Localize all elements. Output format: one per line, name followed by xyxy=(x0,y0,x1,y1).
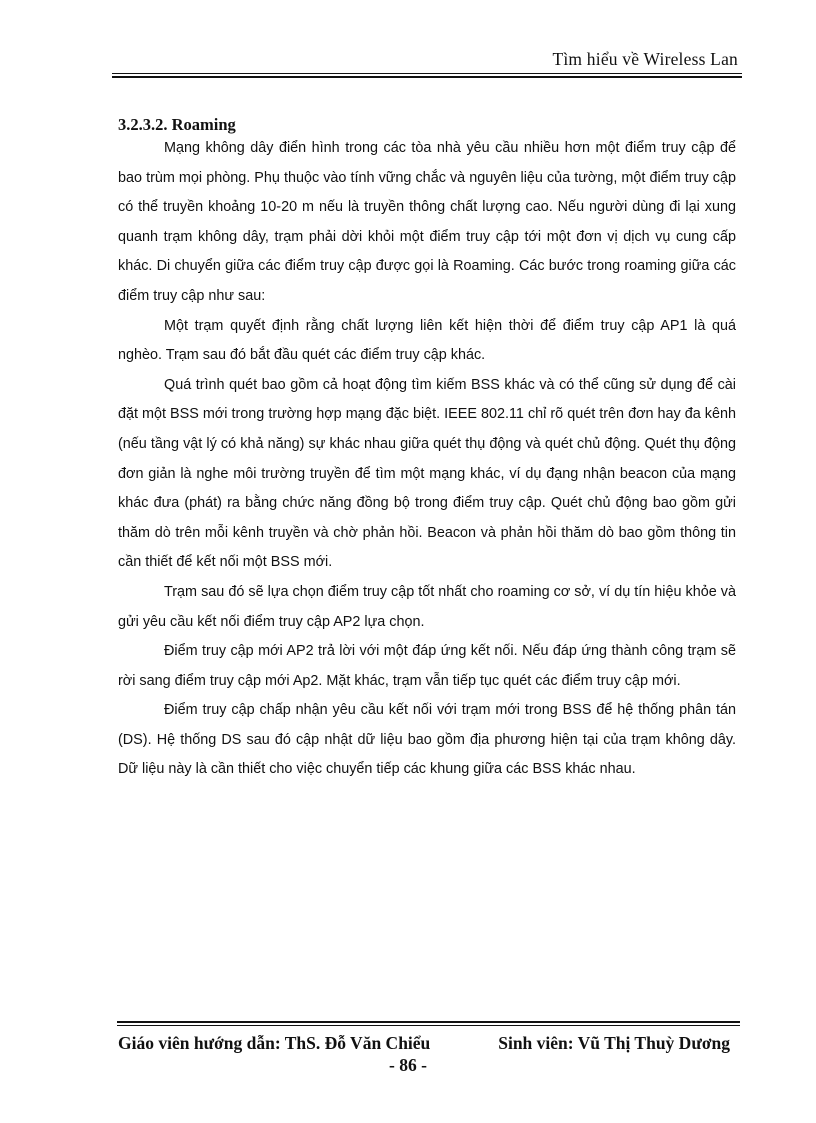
footer-rule-thin xyxy=(117,1025,740,1026)
paragraph-step-decide: Một trạm quyết định rằng chất lượng liên kết hiện thời để điểm truy cập AP1 là quá nghèo. Trạm sau đó bắt đầu quét các điểm truy cập khác. xyxy=(118,317,736,364)
footer-student: Sinh viên: Vũ Thị Thuỳ Dương xyxy=(498,1033,730,1053)
section-heading: 3.2.3.2. Roaming xyxy=(118,115,236,134)
page-number: - 86 - xyxy=(389,1055,427,1075)
section-body xyxy=(118,134,736,785)
paragraph-scanning: Quá trình quét bao gồm cả hoạt động tìm kiếm BSS khác và có thể cũng sử dụng để cài đặt một BSS mới trong trường hợp mạng đặc biệt. IEEE 802.11 chỉ rõ quét trên đơn hay đa kênh (nếu tầng vật lý có khả năng) sự khác nhau giữa quét thụ động và quét chủ động. Quét thụ động đơn giản là nghe môi trường truyền để tìm một mạng khác, ví dụ đạng nhận beacon của mạng khác đưa (phát) ra bằng chức năng đồng bộ trong điểm truy cập. Quét chủ động bao gồm gửi thăm dò trên mỗi kênh truyền và chờ phản hồi. Beacon và phản hồi thăm dò bao gồm thông tin cần thiết để kết nối một BSS mới. xyxy=(118,376,736,571)
header-rule-thick xyxy=(112,76,742,78)
paragraph-ap2-response: Điểm truy cập mới AP2 trả lời với một đáp ứng kết nối. Nếu đáp ứng thành công trạm sẽ rời sang điểm truy cập mới Ap2. Mặt khác, trạm vẫn tiếp tục quét các điểm truy cập mới. xyxy=(118,643,736,689)
footer-advisor: Giáo viên hướng dẫn: ThS. Đỗ Văn Chiểu xyxy=(118,1033,431,1053)
running-header-title: Tìm hiểu về Wireless Lan xyxy=(552,49,738,69)
header-rule-thin xyxy=(112,73,742,74)
paragraph-ds-update: Điểm truy cập chấp nhận yêu cầu kết nối với trạm mới trong BSS để hệ thống phân tán (DS). Hệ thống DS sau đó cập nhật dữ liệu bao gồm địa phương hiện tại của trạm không dây. Dữ liệu này là cần thiết cho việc chuyển tiếp các khung giữa các BSS khác nhau. xyxy=(118,702,736,778)
paragraph-intro: Mạng không dây điển hình trong các tòa nhà yêu cầu nhiều hơn một điểm truy cập để bao trùm mọi phòng. Phụ thuộc vào tính vững chắc và nguyên liệu của tường, một điểm truy cập có thể truyền khoảng 10-20 m nếu là truyền thông chất lượng cao. Nếu người dùng đi lại xung quanh trạm không dây, trạm phải dời khỏi một điểm truy cập tới một đơn vị dịch vụ cung cấp khác. Di chuyển giữa các điểm truy cập được gọi là Roaming. Các bước trong roaming giữa các điểm truy cập như sau: xyxy=(118,140,736,304)
paragraph-select-ap: Trạm sau đó sẽ lựa chọn điểm truy cập tốt nhất cho roaming cơ sở, ví dụ tín hiệu khỏe và gửi yêu cầu kết nối điểm truy cập AP2 lựa chọn. xyxy=(118,583,736,630)
footer-rule-thick xyxy=(117,1021,740,1023)
